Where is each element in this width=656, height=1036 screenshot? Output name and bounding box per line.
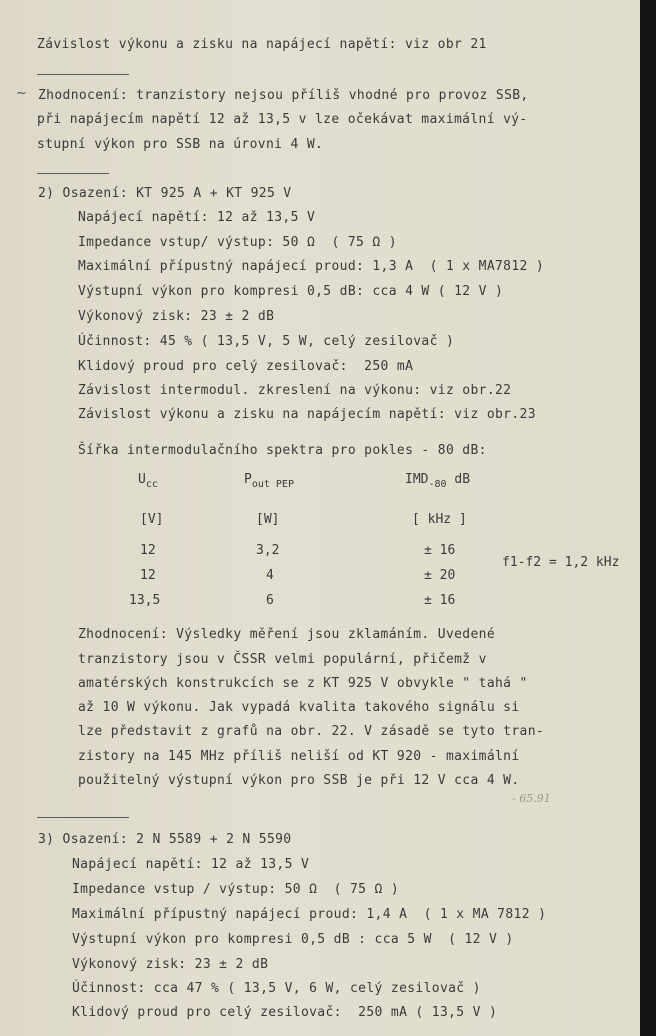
scan-dark-edge xyxy=(640,0,656,1036)
table-header: $IMD_{-80}$ dB xyxy=(405,472,471,490)
section-heading: 3) Osazení: 2 N 5589 + 2 N 5590 xyxy=(38,832,292,847)
text-line: Klidový proud pro celý zesilovač: 250 mA xyxy=(78,359,414,374)
text-line: při napájecím napětí 12 až 13,5 v lze očekávat maximální vý- xyxy=(37,112,528,127)
text-line: amatérských konstrukcích se z KT 925 V obvykle " tahá " xyxy=(78,676,528,691)
text-line: až 10 W výkonu. Jak vypadá kvalita takového signálu si xyxy=(78,700,520,715)
table-cell: 4 xyxy=(266,568,274,583)
text-line: Závislost výkonu a zisku na napájecí napětí: viz obr 21 xyxy=(37,37,487,52)
text-line: Impedance vstup / výstup: 50 Ω ( 75 Ω ) xyxy=(72,882,400,897)
table-cell: 6 xyxy=(266,593,274,608)
text-line: Závislost výkonu a zisku na napájecím napětí: viz obr.23 xyxy=(78,407,536,422)
text-line: Napájecí napětí: 12 až 13,5 V xyxy=(72,857,310,872)
margin-mark: ~ xyxy=(16,86,27,101)
table-cell: 12 xyxy=(140,543,156,558)
table-unit: [V] xyxy=(140,512,164,527)
text-line: Výstupní výkon pro kompresi 0,5 dB : cca 5 W ( 12 V ) xyxy=(72,932,514,947)
text-line: Účinnost: cca 47 % ( 13,5 V, 6 W, celý zesilovač ) xyxy=(72,981,481,996)
table-cell: ± 20 xyxy=(424,568,456,583)
table-note: f1-f2 = 1,2 kHz xyxy=(502,555,620,570)
table-cell: ± 16 xyxy=(424,543,456,558)
table-unit: [W] xyxy=(256,512,280,527)
table-unit: [ kHz ] xyxy=(412,512,467,527)
text-line: stupní výkon pro SSB na úrovni 4 W. xyxy=(37,137,324,152)
separator-line xyxy=(37,74,129,75)
text-line: zistory na 145 MHz příliš neliší od KT 920 - maximální xyxy=(78,749,520,764)
text-line: Napájecí napětí: 12 až 13,5 V xyxy=(78,210,316,225)
pencil-note: - 65.91 xyxy=(512,792,551,805)
text-line: Impedance vstup/ výstup: 50 Ω ( 75 Ω ) xyxy=(78,235,397,250)
separator-line xyxy=(37,173,109,174)
table-header: $P_{out PEP}$ xyxy=(244,472,294,490)
table-cell: 3,2 xyxy=(256,543,280,558)
text-line: použitelný výstupní výkon pro SSB je při 12 V cca 4 W. xyxy=(78,773,520,788)
text-line: Zhodnocení: Výsledky měření jsou zklamáním. Uvedené xyxy=(78,627,496,642)
text-line: Závislost intermodul. zkreslení na výkonu: viz obr.22 xyxy=(78,383,512,398)
text-line: Šířka intermodulačního spektra pro pokles - 80 dB: xyxy=(78,443,487,458)
text-line: Výkonový zisk: 23 ± 2 dB xyxy=(78,309,275,324)
text-line: Zhodnocení: tranzistory nejsou příliš vhodné pro provoz SSB, xyxy=(38,88,529,103)
section-heading: 2) Osazení: KT 925 A + KT 925 V xyxy=(38,186,292,201)
table-cell: 13,5 xyxy=(129,593,161,608)
text-line: lze představit z grafů na obr. 22. V zásadě se tyto tran- xyxy=(78,724,545,739)
table-header: $U_{cc}$ xyxy=(138,472,158,490)
separator-line xyxy=(37,817,129,818)
text-line: Účinnost: 45 % ( 13,5 V, 5 W, celý zesilovač ) xyxy=(78,334,455,349)
text-line: Výstupní výkon pro kompresi 0,5 dB: cca 4 W ( 12 V ) xyxy=(78,284,504,299)
text-line: Klidový proud pro celý zesilovač: 250 mA ( 13,5 V ) xyxy=(72,1005,498,1020)
text-line: Výkonový zisk: 23 ± 2 dB xyxy=(72,957,269,972)
text-line: Maximální přípustný napájecí proud: 1,4 A ( 1 x MA 7812 ) xyxy=(72,907,547,922)
text-line: tranzistory jsou v ČSSR velmi populární, přičemž v xyxy=(78,652,487,667)
table-cell: ± 16 xyxy=(424,593,456,608)
text-line: Maximální přípustný napájecí proud: 1,3 A ( 1 x MA7812 ) xyxy=(78,259,545,274)
table-cell: 12 xyxy=(140,568,156,583)
